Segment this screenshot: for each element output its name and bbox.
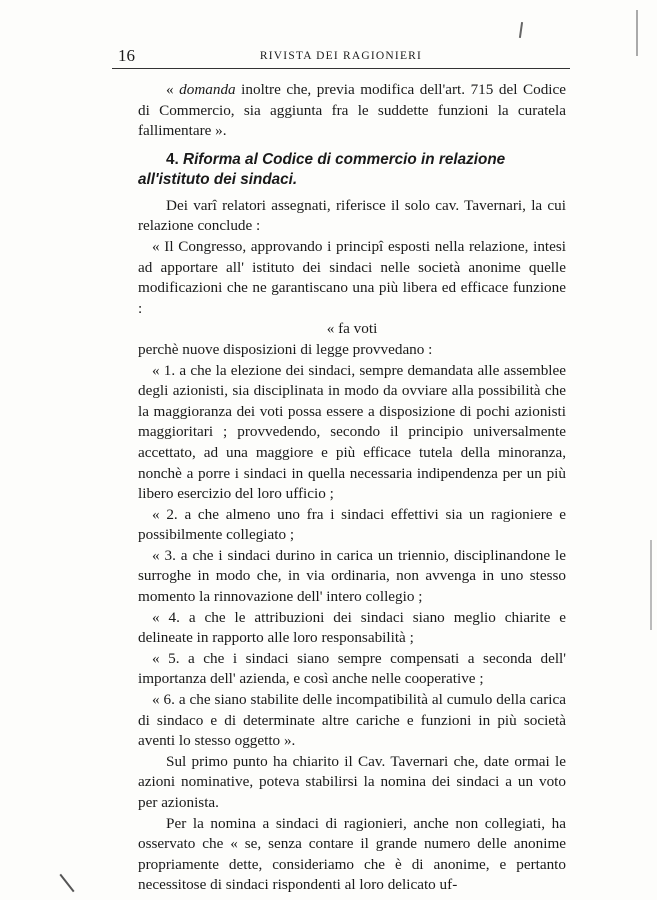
list-item-4: « 4. a che le attribuzioni dei sindaci siano meglio chiarite e delineate in rapporto alle loro responsabilità ; bbox=[138, 608, 566, 647]
paragraph-relatori: Dei varî relatori assegnati, riferisce il solo cav. Tavernari, la cui relazione conclude : bbox=[138, 196, 566, 235]
paragraph-congresso: « Il Congresso, approvando i principî esposti nella relazione, intesi ad apportare all' istituto dei sindaci nelle società anonime quelle modificazioni che ne garantiscano una più libera ed efficace funzione : bbox=[138, 237, 566, 317]
scan-mark bbox=[519, 22, 523, 38]
list-item-6: « 6. a che siano stabilite delle incompatibilità al cumulo della carica di sindaco e di determinate altre cariche e funzioni in più società aventi lo stesso oggetto ». bbox=[138, 691, 566, 750]
italic-word: domanda bbox=[179, 81, 236, 98]
paragraph-fa-voti: « fa voti bbox=[326, 320, 378, 338]
section-number: 4. bbox=[166, 150, 179, 168]
scan-mark bbox=[650, 540, 652, 630]
journal-title: RIVISTA DEI RAGIONIERI bbox=[259, 50, 423, 62]
list-item-2: « 2. a che almeno uno fra i sindaci effettivi sia un ragioniere e possibilmente collegiato ; bbox=[138, 505, 566, 544]
list-item-3: « 3. a che i sindaci durino in carica un triennio, disciplinandone le surroghe in modo che, in via ordinaria, non avvenga in uno stesso momento la rinnovazione dell' intero collegio ; bbox=[138, 546, 566, 606]
running-head bbox=[112, 46, 570, 69]
scan-mark bbox=[59, 874, 74, 893]
quote-open: « bbox=[166, 81, 180, 98]
list-item-1: « 1. a che la elezione dei sindaci, sempre demandata alle assemblee degli azionisti, sia disciplinata in modo da ovviare alla possibilità che la maggioranza dei voti possa essere a disposizione di pochi azionisti maggioritari ; provvedendo, secondo il principio universalmente accettato, ad una maggiore e più efficace tutela della minoranza, nonchè a porre i sindaci in quella necessaria indipendenza per un più libero esercizio del loro ufficio ; bbox=[138, 361, 566, 503]
list-item-5: « 5. a che i sindaci siano sempre compensati a seconda dell' importanza dell' azienda, e così anche nelle cooperative ; bbox=[138, 649, 566, 688]
paragraph-quote-continuation bbox=[138, 80, 566, 142]
page-number: 16 bbox=[118, 46, 135, 65]
paragraph-nomina: Per la nomina a sindaci di ragionieri, anche non collegiati, ha osservato che « se, senza contare il grande numero delle anonime propriamente dette, consideriamo che è di anonime, e pertanto necessitose di sindaci rispondenti al loro delicato uf- bbox=[138, 814, 566, 894]
paragraph-perche: perchè nuove disposizioni di legge provvedano : bbox=[138, 340, 433, 358]
section-heading bbox=[138, 150, 566, 190]
paragraph-primo-punto: Sul primo punto ha chiarito il Cav. Tavernari che, date ormai le azioni nominative, poteva stabilirsi la nomina dei sindaci a un voto per azionista. bbox=[138, 752, 566, 811]
paragraph-text: inoltre che, previa modifica dell'art. 715 del Codice di Commercio, sia aggiunta fra le suddette funzioni la curatela fallimentare ». bbox=[138, 81, 567, 140]
section-title: Riforma al Codice di commercio in relazione all'istituto dei sindaci. bbox=[138, 150, 506, 188]
body-text bbox=[138, 80, 566, 896]
scan-mark bbox=[636, 10, 638, 56]
